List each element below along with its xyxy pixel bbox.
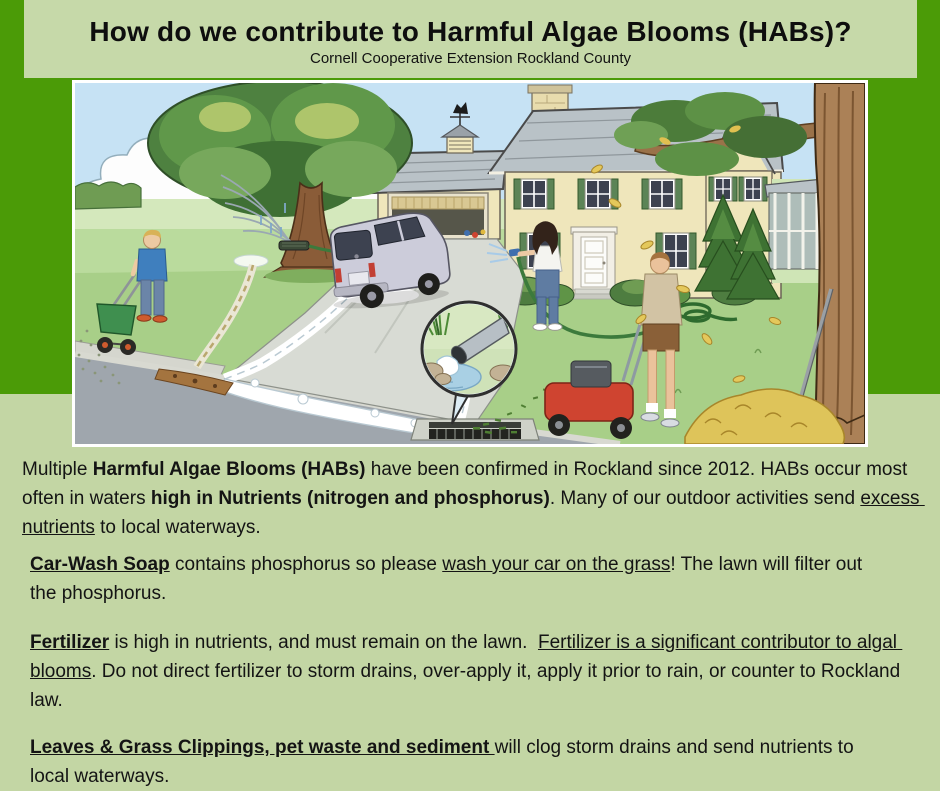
- paragraph: Car-Wash Soap contains phosphorus so please wash your car on the grass! The lawn will filter out the phosphorus.: [30, 554, 868, 604]
- page-title: How do we contribute to Harmful Algae Blooms (HABs)?: [89, 16, 852, 47]
- shorts: [643, 324, 679, 351]
- rear-window: [334, 230, 373, 261]
- blue-shirt: [137, 249, 167, 281]
- screened-porch: [765, 179, 825, 269]
- paragraph: Leaves & Grass Clippings, pet waste and sediment will clog storm drains and send nutrients to local waterways.: [30, 737, 859, 787]
- body-paragraphs: [0, 455, 940, 791]
- paragraph: Fertilizer is high in nutrients, and must remain on the lawn. Fertilizer is a significant contributor to algal blooms. Do not direct fertilizer to storm drains, over-apply it, apply it prior to rain, or counter to Rockland law.: [30, 632, 906, 711]
- yard-illustration: [72, 80, 868, 447]
- tan-shirt: [641, 274, 682, 325]
- paragraph: Multiple Harmful Algae Blooms (HABs) have been confirmed in Rockland since 2012. HABs occur most often in waters high in Nutrients (nitrogen and phosphorus). Many of our outdoor activities send excess nutrients to local waterways.: [22, 459, 925, 538]
- page-subtitle: Cornell Cooperative Extension Rockland County: [309, 50, 631, 67]
- header-banner: [24, 0, 917, 78]
- arm: [520, 252, 537, 254]
- lawnmower-engine: [571, 361, 611, 387]
- hedge: [75, 182, 141, 209]
- front-door: [571, 227, 617, 299]
- license-plate: [348, 271, 369, 285]
- spreader-hopper: [97, 304, 136, 335]
- toy-ball: [464, 230, 470, 236]
- upper-windows: [514, 179, 682, 209]
- yard-illustration-svg: [75, 83, 865, 444]
- jeans: [536, 270, 559, 298]
